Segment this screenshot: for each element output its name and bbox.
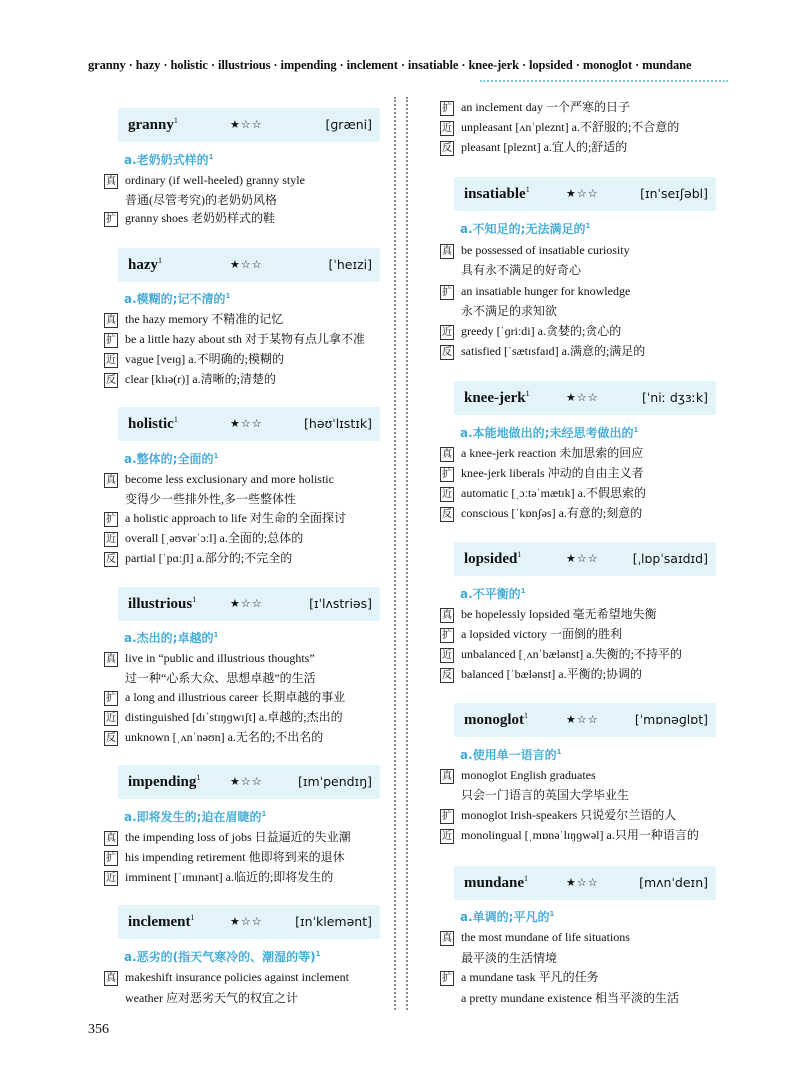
example-translation: 普通(尽管考究)的老奶奶风格 (125, 193, 277, 207)
example-line: 真 the impending loss of jobs 日益逼近的失业潮 (106, 830, 351, 844)
headword: lopsided$^1$ (464, 550, 522, 567)
definition: a.老奶奶式样的$^1$ (124, 153, 214, 167)
example-line-continued: a pretty mundane existence 相当平淡的生活 (461, 991, 679, 1005)
entry-header-illustrious (118, 587, 380, 621)
difficulty-stars: ★☆☆ (230, 118, 263, 131)
example-line: 扩 a mundane task 平凡的任务 (442, 970, 599, 984)
pronunciation: [ɡræni] (325, 117, 372, 132)
synonym-line: 近 unpleasant [ʌnˈpleznt] a.不舒服的;不合意的 (442, 120, 680, 134)
example-translation: 变得少一些排外性,多一些整体性 (125, 492, 297, 506)
antonym-line: 反 unknown [ˌʌnˈnəʊn] a.无名的;不出名的 (106, 730, 324, 744)
difficulty-stars: ★☆☆ (566, 552, 599, 565)
page-header: granny · hazy · holistic · illustrious · impending · inclement · insatiable · knee-jerk · lopsided · monoglot · mundane (88, 58, 692, 72)
example-line: 真 become less exclusionary and more holistic (106, 472, 334, 486)
example-translation: 最平淡的生活情境 (461, 951, 558, 965)
headword: illustrious$^1$ (128, 595, 197, 612)
difficulty-stars: ★☆☆ (230, 417, 263, 430)
example-line: 真 ordinary (if well-heeled) granny style (106, 173, 305, 187)
difficulty-stars: ★☆☆ (230, 775, 263, 788)
pronunciation: [həʊˈlɪstɪk] (304, 416, 372, 431)
definition: a.不平衡的$^1$ (460, 587, 526, 601)
difficulty-stars: ★☆☆ (566, 187, 599, 200)
pronunciation: [ˈheɪzi] (328, 257, 372, 272)
headword: hazy$^1$ (128, 256, 162, 273)
example-line: 真 be possessed of insatiable curiosity (442, 243, 630, 257)
synonym-line: 近 monolingual [ˌmɒnəˈlɪŋɡwəl] a.只用一种语言的 (442, 828, 699, 842)
headword: inclement$^1$ (128, 913, 195, 930)
definition: a.整体的;全面的$^1$ (124, 452, 219, 466)
difficulty-stars: ★☆☆ (230, 597, 263, 610)
entry-header-lopsided (454, 542, 716, 576)
definition: a.单调的;平凡的$^1$ (460, 910, 555, 924)
header-rule (480, 80, 728, 82)
example-line: 扩 a lopsided victory 一面倒的胜利 (442, 627, 622, 641)
example-line: 真 makeshift insurance policies against inclement (106, 970, 349, 984)
example-line: 真 live in “public and illustrious thoughts” (106, 651, 315, 665)
entry-header-insatiable (454, 177, 716, 211)
synonym-line: 近 imminent [ˈɪmɪnənt] a.临近的;即将发生的 (106, 870, 334, 884)
entry-header-hazy (118, 248, 380, 282)
example-translation: 只会一门语言的英国大学毕业生 (461, 788, 630, 802)
antonym-line: 反 clear [klɪə(r)] a.清晰的;清楚的 (106, 372, 276, 386)
example-line: 扩 a holistic approach to life 对生命的全面探讨 (106, 511, 346, 525)
antonym-line: 反 pleasant [pleznt] a.宜人的;舒适的 (442, 140, 628, 154)
example-line: 扩 a long and illustrious career 长期卓越的事业 (106, 690, 346, 704)
example-line: 真 the hazy memory 不精准的记忆 (106, 312, 284, 326)
antonym-line: 反 satisfied [ˈsætɪsfaɪd] a.满意的;满足的 (442, 344, 646, 358)
difficulty-stars: ★☆☆ (566, 713, 599, 726)
example-line: 真 monoglot English graduates (442, 768, 596, 782)
pronunciation: [ˈmɒnəɡlɒt] (634, 712, 708, 727)
difficulty-stars: ★☆☆ (566, 391, 599, 404)
difficulty-stars: ★☆☆ (566, 876, 599, 889)
headword: monoglot$^1$ (464, 711, 528, 728)
definition: a.使用单一语言的$^1$ (460, 748, 562, 762)
difficulty-stars: ★☆☆ (230, 258, 263, 271)
pronunciation: [ˈniː dʒɜːk] (641, 390, 708, 405)
pronunciation: [ɪnˈklemənt] (295, 914, 372, 929)
entry-header-mundane (454, 866, 716, 900)
synonym-line: 近 automatic [ˌɔːtəˈmætɪk] a.不假思索的 (442, 486, 646, 500)
pronunciation: [ˌlɒpˈsaɪdɪd] (632, 551, 708, 566)
example-line: 扩 an insatiable hunger for knowledge (442, 284, 631, 298)
headword: mundane$^1$ (464, 874, 529, 891)
example-translation: 永不满足的求知欲 (461, 304, 558, 318)
pronunciation: [ɪnˈseɪʃəbl] (640, 186, 708, 201)
entry-header-knee-jerk (454, 381, 716, 415)
example-line: 真 the most mundane of life situations (442, 930, 630, 944)
headword: insatiable$^1$ (464, 185, 530, 202)
synonym-line: 近 unbalanced [ˌʌnˈbælənst] a.失衡的;不持平的 (442, 647, 682, 661)
pronunciation: [ɪˈlʌstriəs] (309, 596, 372, 611)
synonym-line: 近 greedy [ˈɡriːdi] a.贪婪的;贪心的 (442, 324, 622, 338)
example-line: 扩 granny shoes 老奶奶样式的鞋 (106, 211, 275, 225)
example-line: 真 a knee-jerk reaction 未加思索的回应 (442, 446, 644, 460)
example-line: 扩 knee-jerk liberals 冲动的自由主义者 (442, 466, 644, 480)
example-line: 扩 monoglot Irish-speakers 只说爱尔兰语的人 (442, 808, 677, 822)
headword: knee-jerk$^1$ (464, 389, 530, 406)
difficulty-stars: ★☆☆ (230, 915, 263, 928)
definition: a.本能地做出的;未经思考做出的$^1$ (460, 426, 639, 440)
antonym-line: 反 partial [ˈpɑːʃl] a.部分的;不完全的 (106, 551, 293, 565)
definition: a.模糊的;记不清的$^1$ (124, 292, 231, 306)
example-translation: weather 应对恶劣天气的权宜之计 (125, 991, 298, 1005)
example-line: 扩 his impending retirement 他即将到来的退休 (106, 850, 345, 864)
pronunciation: [mʌnˈdeɪn] (639, 875, 708, 890)
entry-header-granny (118, 108, 380, 142)
entry-header-impending (118, 765, 380, 799)
synonym-line: 近 vague [veɪɡ] a.不明确的;模糊的 (106, 352, 284, 366)
headword: impending$^1$ (128, 773, 201, 790)
antonym-line: 反 conscious [ˈkɒnʃəs] a.有意的;刻意的 (442, 506, 643, 520)
definition: a.恶劣的(指天气寒冷的、潮湿的等)$^1$ (124, 950, 321, 964)
antonym-line: 反 balanced [ˈbælənst] a.平衡的;协调的 (442, 667, 642, 681)
example-translation: 过一种“心系大众、思想卓越”的生活 (125, 671, 316, 685)
column-divider (394, 97, 408, 1010)
entry-header-inclement (118, 905, 380, 939)
example-line: 扩 an inclement day 一个严寒的日子 (442, 100, 630, 114)
example-line: 扩 be a little hazy about sth 对于某物有点儿拿不准 (106, 332, 365, 346)
headword: holistic$^1$ (128, 415, 178, 432)
synonym-line: 近 overall [ˌəʊvərˈɔːl] a.全面的;总体的 (106, 531, 304, 545)
pronunciation: [ɪmˈpendɪŋ] (297, 774, 372, 789)
page-number: 356 (88, 1022, 109, 1037)
entry-header-holistic (118, 407, 380, 441)
entry-header-monoglot (454, 703, 716, 737)
example-line: 真 be hopelessly lopsided 毫无希望地失衡 (442, 607, 657, 621)
synonym-line: 近 distinguished [dɪˈstɪŋɡwɪʃt] a.卓越的;杰出的 (106, 710, 343, 724)
definition: a.不知足的;无法满足的$^1$ (460, 222, 591, 236)
example-translation: 具有永不满足的好奇心 (461, 263, 582, 277)
definition: a.杰出的;卓越的$^1$ (124, 631, 219, 645)
headword: granny$^1$ (128, 116, 178, 133)
definition: a.即将发生的;迫在眉睫的$^1$ (124, 810, 267, 824)
